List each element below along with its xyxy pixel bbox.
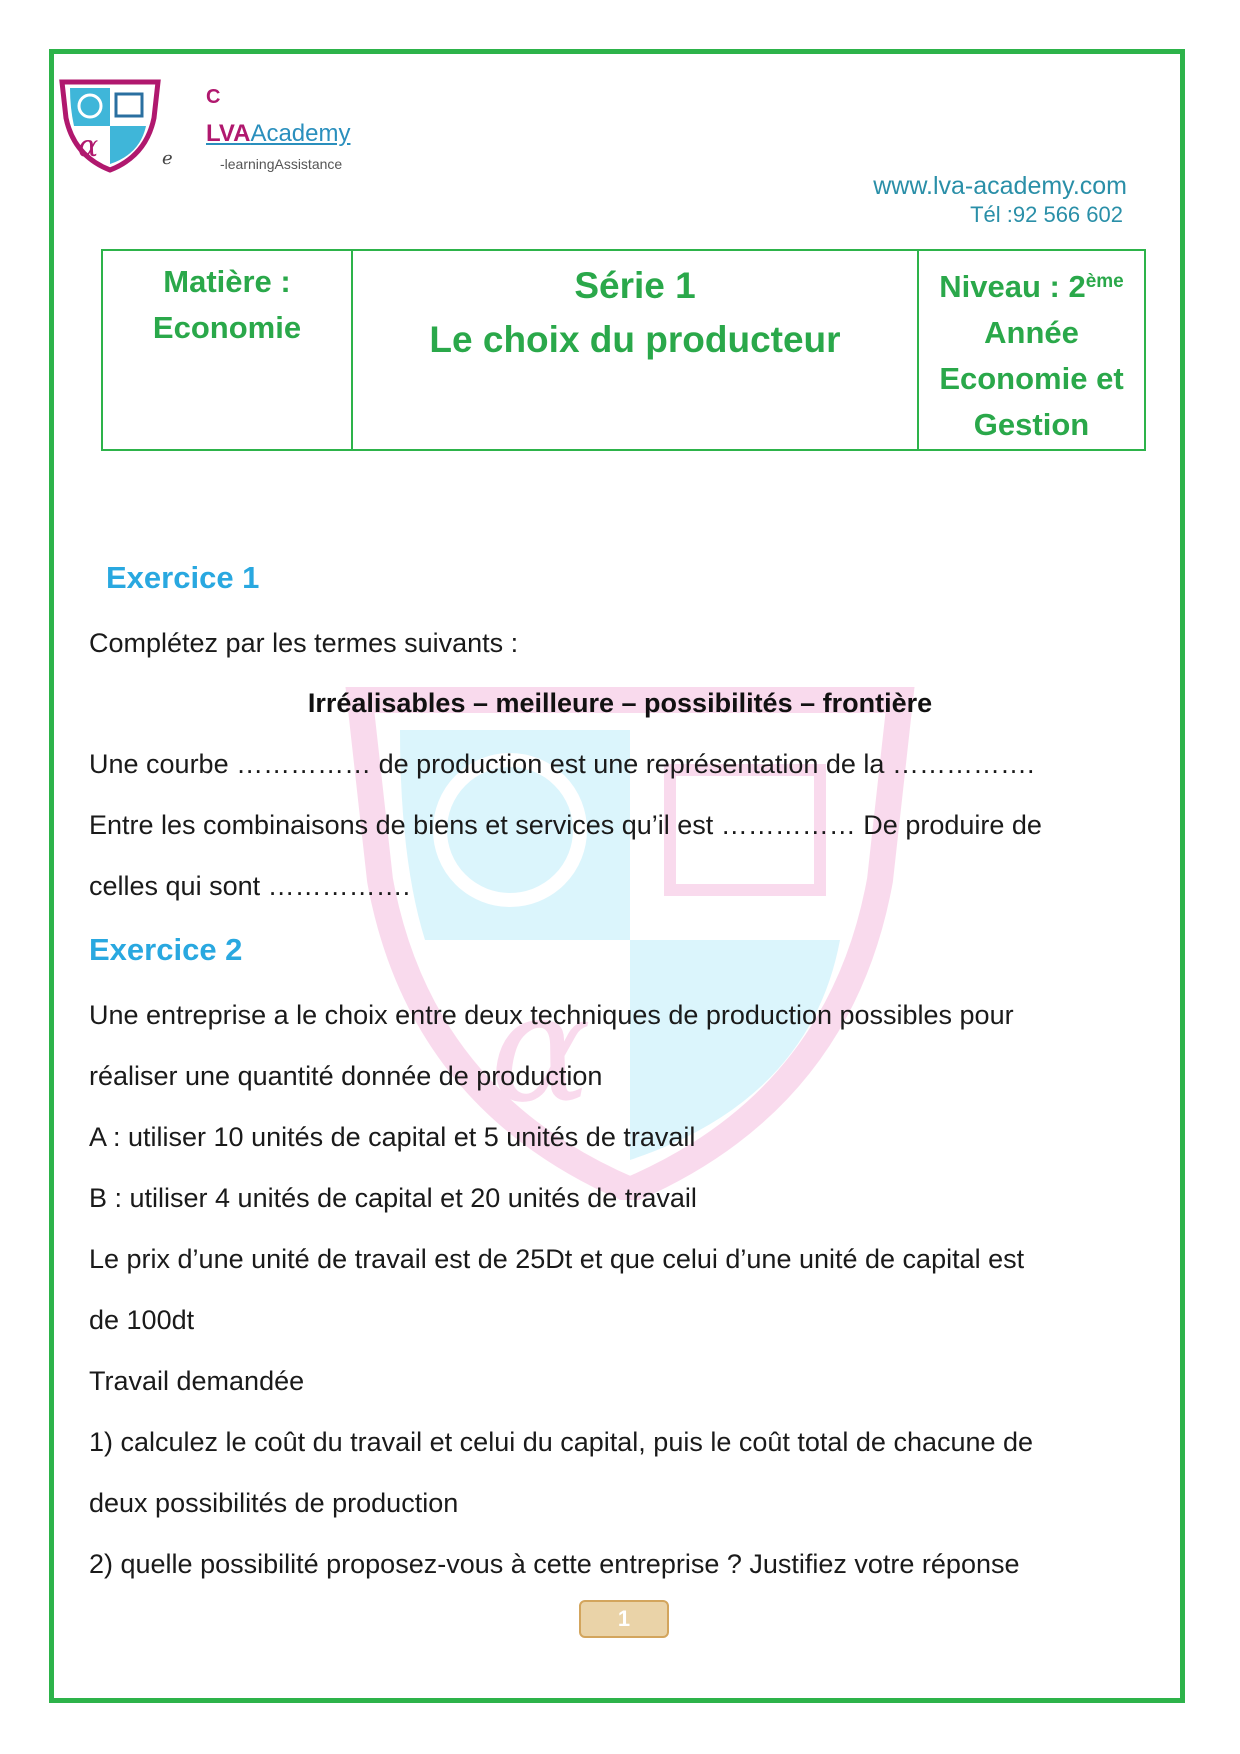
level-sup: ème bbox=[1085, 271, 1124, 292]
brand-name bbox=[206, 120, 350, 148]
brand-tagline: -learningAssistance bbox=[220, 156, 343, 172]
subject-label: Matière : bbox=[163, 264, 291, 299]
website-link[interactable]: www.lva-academy.com bbox=[873, 172, 1127, 200]
subject-value: Economie bbox=[152, 310, 302, 345]
topic-title: Le choix du producteur bbox=[429, 319, 841, 360]
exercise-2-line: réaliser une quantité donnée de production bbox=[89, 1061, 603, 1091]
header-table bbox=[101, 249, 1146, 451]
exercise-2-line: Travail demandée bbox=[89, 1366, 305, 1396]
level-cell bbox=[918, 250, 1145, 450]
brand-name-lva: LVA bbox=[206, 120, 251, 147]
exercise-2-line: Le prix d’une unité de travail est de 25Dt et que celui d’une unité de capital est bbox=[89, 1244, 1025, 1274]
exercise-2-line: B : utiliser 4 unités de capital et 20 unités de travail bbox=[89, 1183, 697, 1213]
subject-cell bbox=[102, 250, 352, 450]
exercise-1-line: Une courbe …………… de production est une représentation de la ……………. bbox=[89, 749, 1035, 779]
exercise-2-title: Exercice 2 bbox=[89, 932, 243, 967]
svg-text:α: α bbox=[490, 962, 592, 1136]
level-year: Année bbox=[984, 315, 1079, 350]
level-prefix: Niveau : 2 bbox=[939, 269, 1086, 304]
exercise-2-line: deux possibilités de production bbox=[89, 1488, 459, 1518]
logo-e-letter: e bbox=[162, 148, 173, 169]
exercise-1-instruction: Complétez par les termes suivants : bbox=[89, 628, 519, 658]
exercise-2-line: de 100dt bbox=[89, 1305, 195, 1335]
exercise-1-line: celles qui sont ……………. bbox=[89, 871, 411, 901]
phone-number: Tél :92 566 602 bbox=[970, 202, 1123, 227]
exercise-1-terms: Irréalisables – meilleure – possibilités – frontière bbox=[307, 688, 933, 718]
svg-text:α: α bbox=[78, 129, 99, 164]
exercise-1-line: Entre les combinaisons de biens et services qu’il est …………… De produire de bbox=[89, 810, 1042, 840]
series-cell bbox=[352, 250, 918, 450]
exercise-2-line: 2) quelle possibilité proposez-vous à cette entreprise ? Justifiez votre réponse bbox=[89, 1549, 1020, 1579]
brand-name-academy: Academy bbox=[250, 120, 351, 147]
exercise-2-line: A : utiliser 10 unités de capital et 5 unités de travail bbox=[89, 1122, 696, 1152]
logo-letter: C bbox=[206, 86, 221, 108]
level-section-1: Economie et bbox=[939, 361, 1124, 396]
exercise-1-title: Exercice 1 bbox=[106, 560, 260, 595]
lva-academy-logo-icon bbox=[58, 78, 162, 174]
exercise-2-line: Une entreprise a le choix entre deux techniques de production possibles pour bbox=[89, 1000, 1014, 1030]
level-section-2: Gestion bbox=[973, 407, 1090, 442]
series-title: Série 1 bbox=[574, 265, 696, 306]
exercise-2-line: 1) calculez le coût du travail et celui du capital, puis le coût total de chacune de bbox=[89, 1427, 1034, 1457]
level-label bbox=[920, 259, 1143, 310]
page-number-badge: 1 bbox=[579, 1600, 669, 1638]
